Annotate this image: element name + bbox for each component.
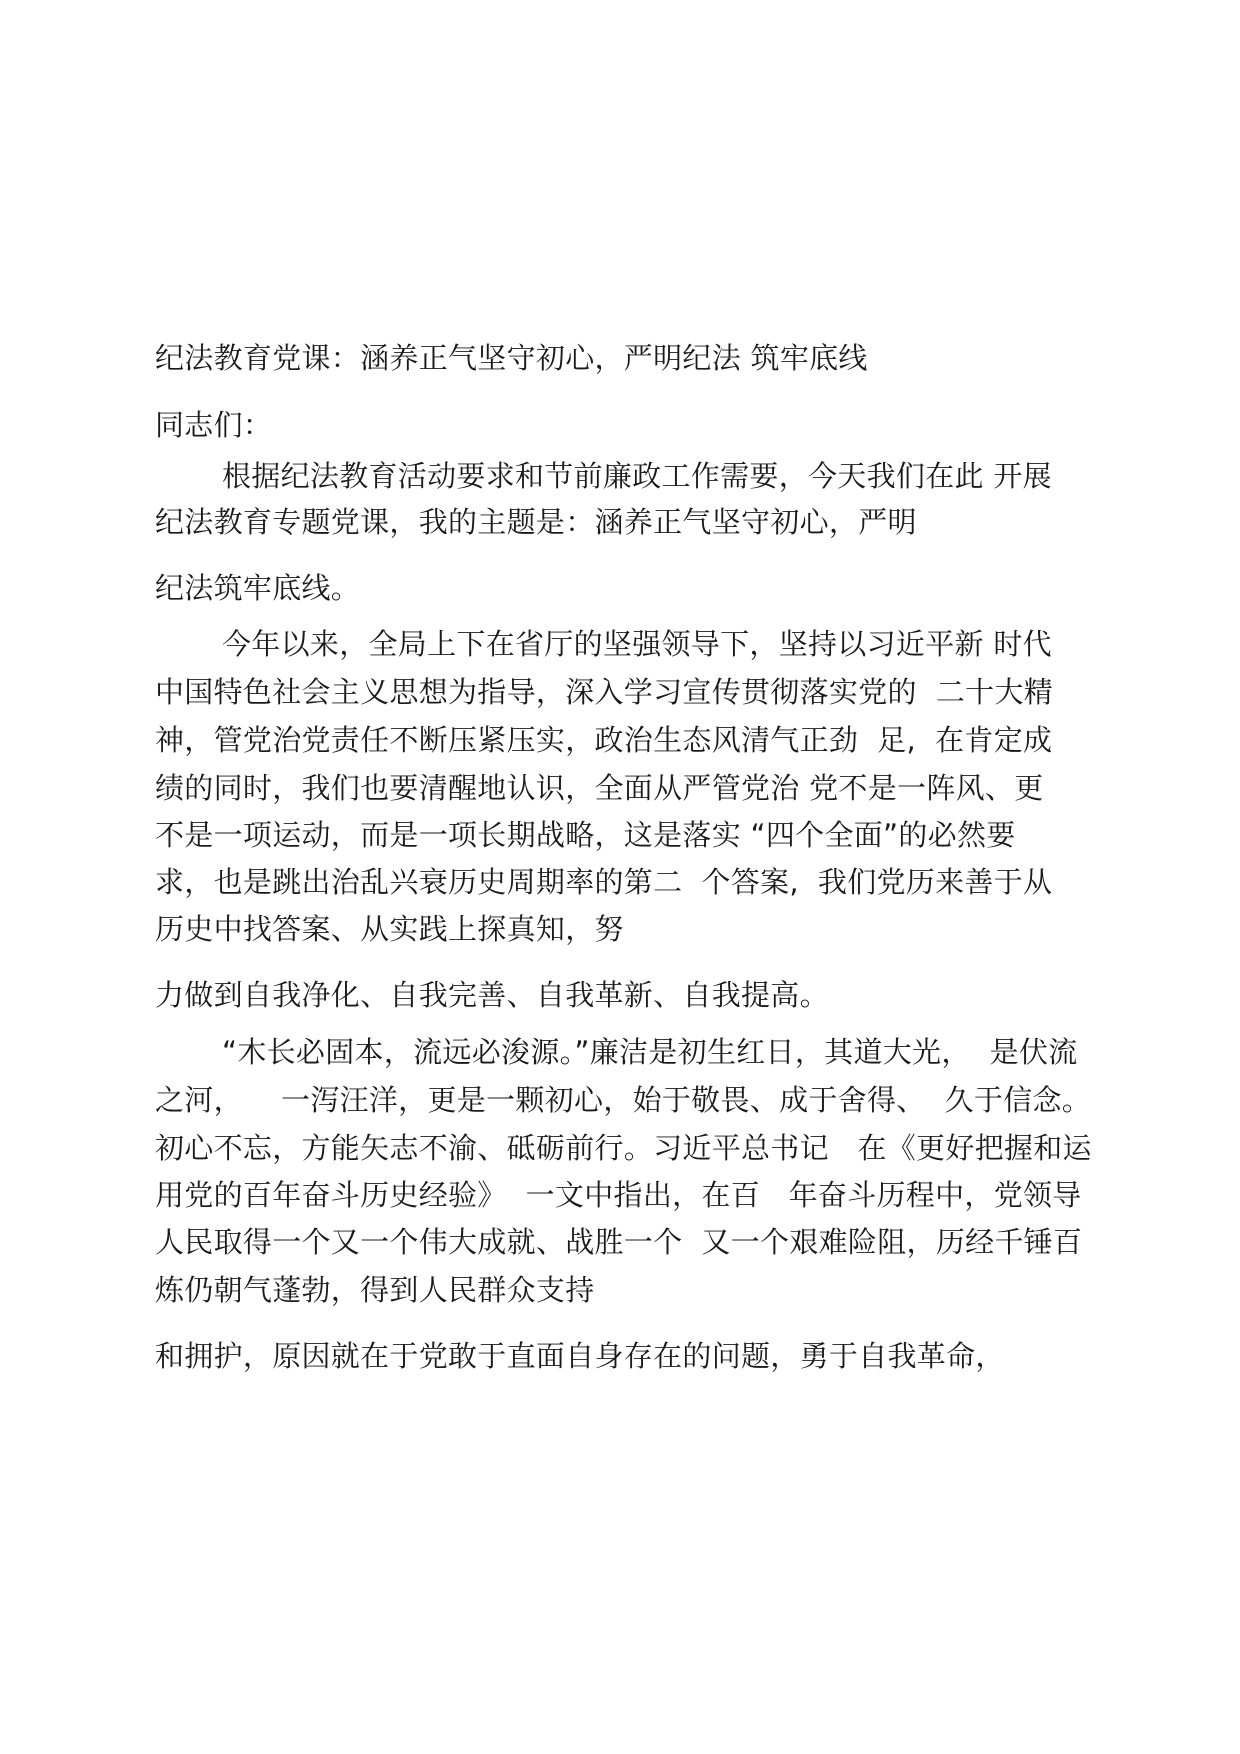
paragraph-2-line-4: 绩的同时，我们也要清醒地认识，全面从严管党治 党不是一阵风、更 — [155, 771, 1044, 805]
paragraph-3-line-1: “木长必固本，流远必浚源。”廉洁是初生红日，其道大光， 是伏流 — [222, 1035, 1078, 1069]
paragraph-3-line-4: 用党的百年奋斗历史经验》 一文中指出，在百 年奋斗历程中，党领导 — [155, 1178, 1082, 1212]
paragraph-2-line-3: 神，管党治党责任不断压紧压实，政治生态风清气正劲 足, 在肯定成 — [155, 723, 1053, 757]
paragraph-1-line-2: 纪法教育专题党课，我的主题是：涵养正气坚守初心，严明 — [155, 505, 917, 539]
paragraph-1-line-1: 根据纪法教育活动要求和节前廉政工作需要，今天我们在此 开展 — [222, 459, 1052, 493]
paragraph-3-line-2: 之河， 一泻汪洋，更是一颗初心，始于敬畏、成于舍得、 久于信念。 — [155, 1083, 1092, 1117]
paragraph-2-line-2: 中国特色社会主义思想为指导，深入学习宣传贯彻落实党的 二十大精 — [155, 675, 1054, 709]
paragraph-2-line-8: 力做到自我净化、自我完善、自我革新、自我提高。 — [155, 978, 829, 1012]
paragraph-3-line-3: 初心不忘，方能矢志不渝、砥砺前行。习近平总书记 在《更好把握和运 — [155, 1131, 1092, 1165]
paragraph-3-line-6: 炼仍朝气蓬勃，得到人民群众支持 — [155, 1273, 595, 1307]
paragraph-3-line-7: 和拥护，原因就在于党敢于直面自身存在的问题，勇于自我革命， — [155, 1339, 1005, 1373]
paragraph-1-line-3: 纪法筑牢底线。 — [155, 571, 361, 605]
salutation: 同志们： — [155, 408, 273, 442]
paragraph-2-line-5: 不是一项运动，而是一项长期战略，这是落实 “四个全面”的必然要 — [155, 818, 1016, 852]
paragraph-2-line-6: 求，也是跳出治乱兴衰历史周期率的第二 个答案, 我们党历来善于从 — [155, 865, 1053, 899]
document-title: 纪法教育党课：涵养正气坚守初心，严明纪法 筑牢底线 — [155, 341, 868, 375]
paragraph-2-line-7: 历史中找答案、从实践上探真知，努 — [155, 912, 624, 946]
paragraph-3-line-5: 人民取得一个又一个伟大成就、战胜一个 又一个艰难险阻，历经千锤百 — [155, 1225, 1083, 1259]
paragraph-2-line-1: 今年以来，全局上下在省厅的坚强领导下，坚持以习近平新 时代 — [222, 627, 1052, 661]
